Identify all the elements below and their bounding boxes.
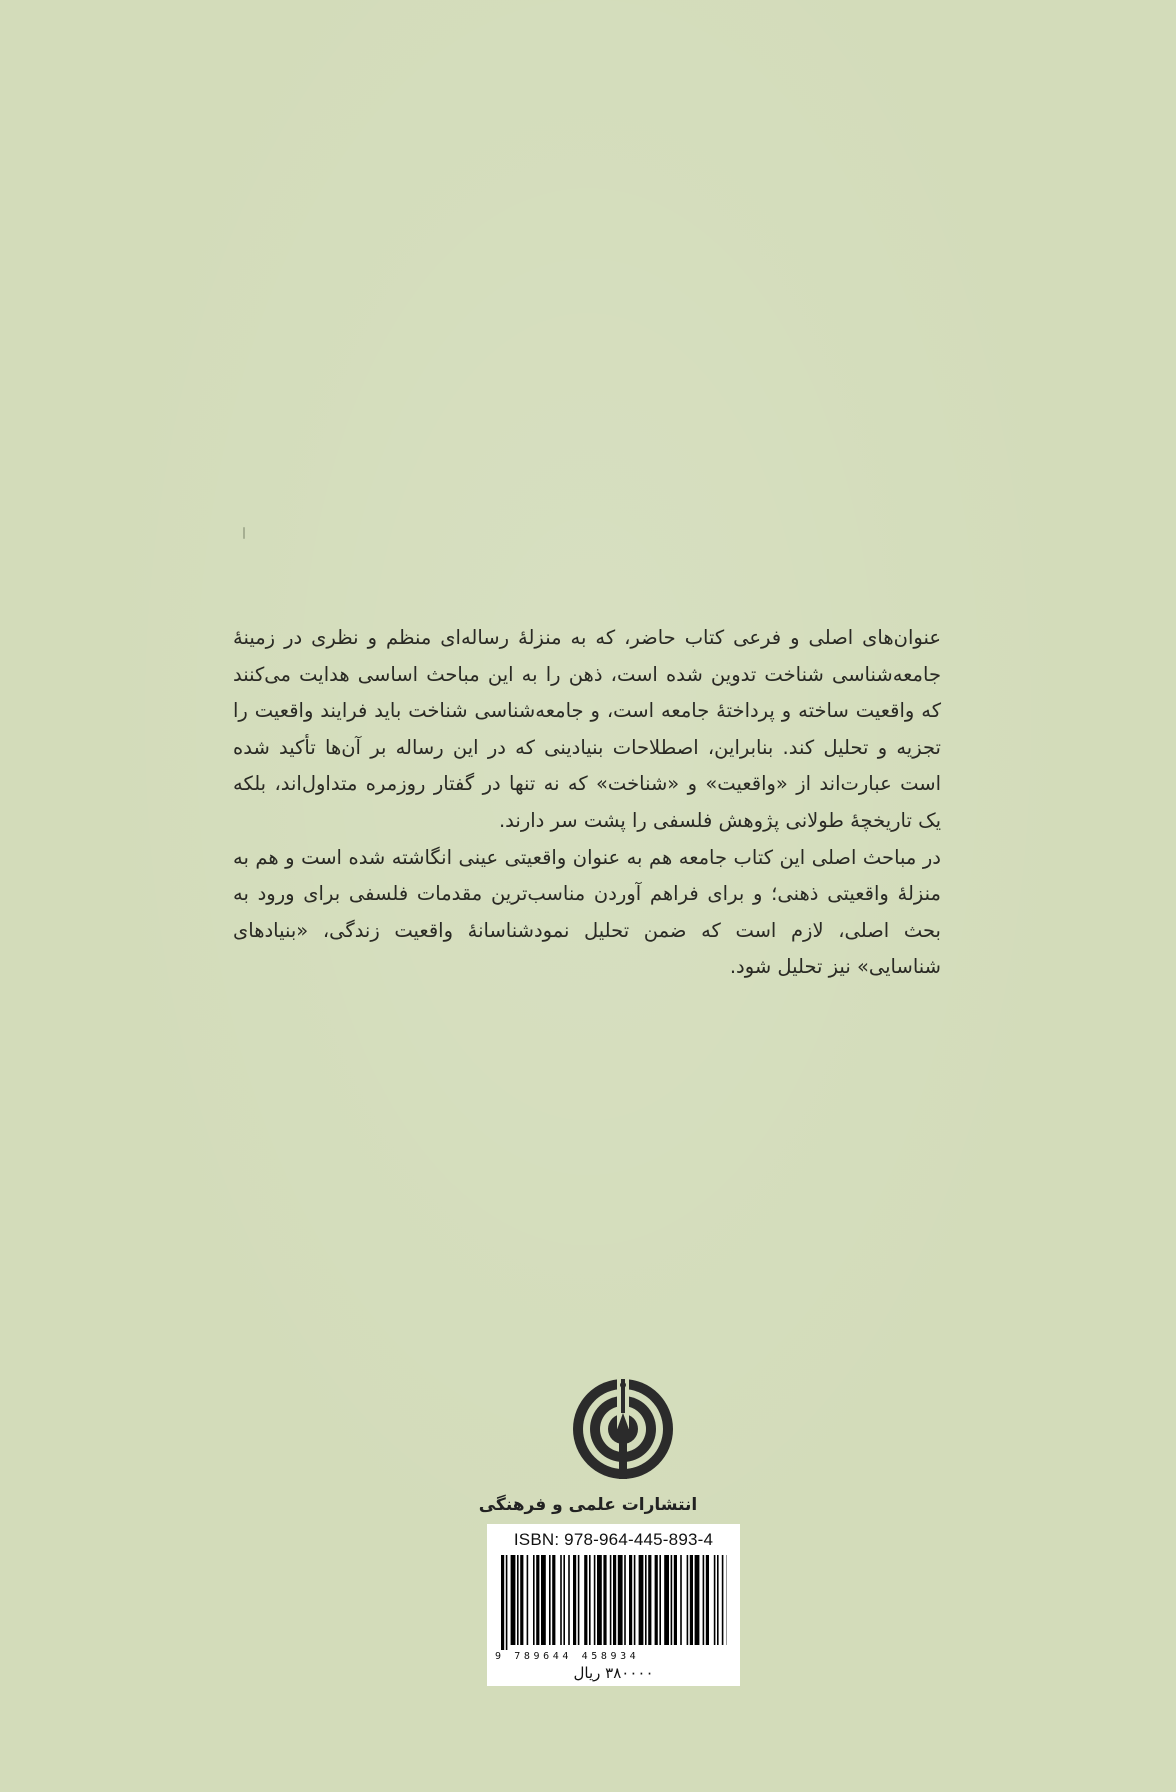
isbn-text: ISBN: 978-964-445-893-4 [513,1530,714,1549]
price-text: ۳۸۰۰۰۰ ریال [573,1664,654,1682]
print-speck [243,527,245,539]
description-paragraph-2: در مباحث اصلی این کتاب جامعه هم به عنوان واقعیتی عینی انگاشته شده است و هم به منزلهٔ واقعیتی ذهنی؛ و برای فراهم آوردن مناسب‌ترین مقدمات فلسفی برای ورود به بحث اصلی، لازم است که ضمن تحلیل نمودشناسانهٔ واقعیت زندگی، «بنیادهای شناسایی» نیز تحلیل شود. [233,845,941,979]
barcode-digits: 9 789644 458934 [495,1651,640,1662]
publisher-logo-icon [571,1377,675,1481]
description-paragraph-1: عنوان‌های اصلی و فرعی کتاب حاضر، که به منزلهٔ رساله‌ای منظم و نظری در زمینهٔ جامعه‌شناسی شناخت تدوین شده است، ذهن را به این مباحث اساسی هدایت می‌کنند که واقعیت ساخته و پرداختهٔ جامعه است، و جامعه‌شناسی شناخت باید فرایند واقعیت را تجزیه و تحلیل کند. بنابراین، اصطلاحات بنیادینی که در این رساله بر آن‌ها تأکید شده است عبارت‌اند از «واقعیت» و «شناخت» که نه تنها در گفتار روزمره متداول‌اند، بلکه یک تاریخچهٔ طولانی پژوهش فلسفی را پشت سر دارند. [233,626,941,832]
book-description [233,620,941,986]
barcode-icon [501,1555,727,1650]
publisher-name: انتشارات علمی و فرهنگی [478,1495,698,1515]
barcode-label [487,1524,740,1686]
